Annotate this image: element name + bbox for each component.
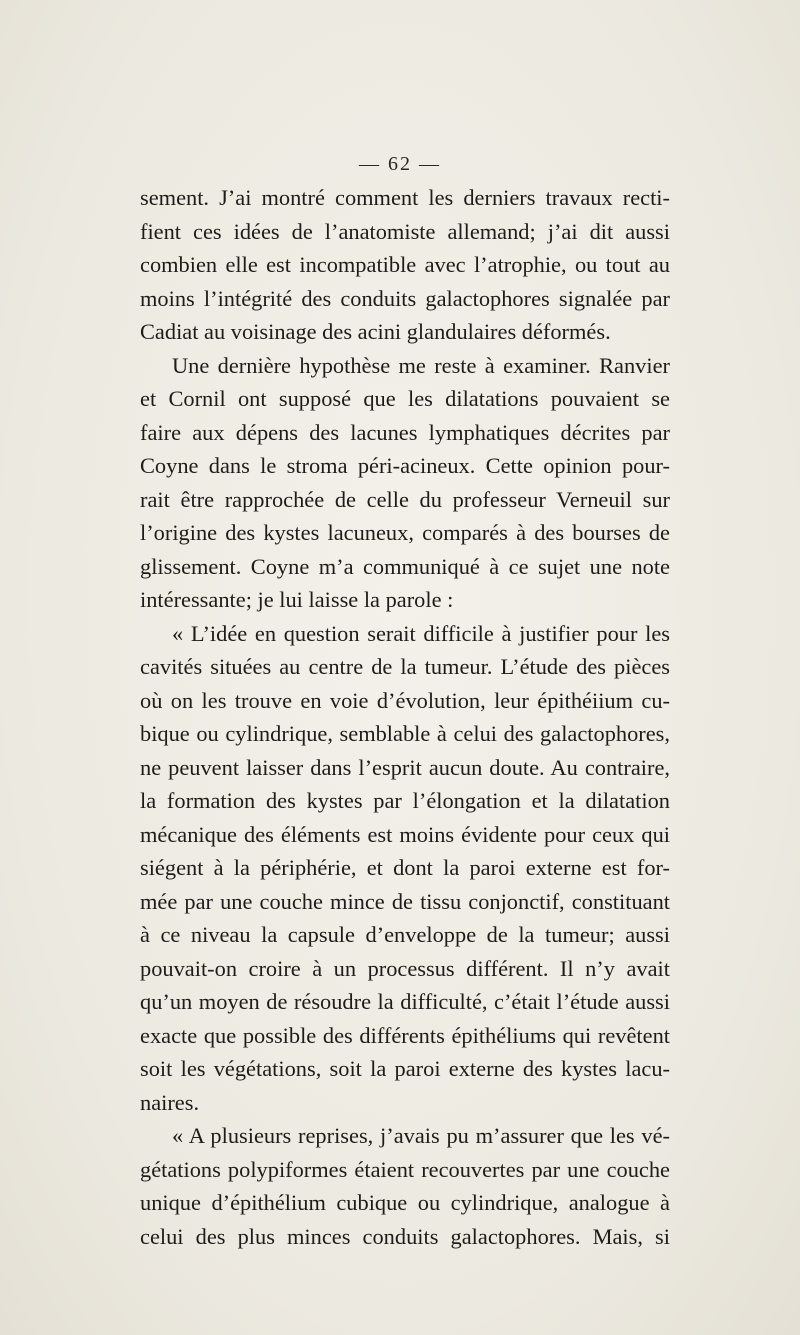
text-line: rait être rapprochée de celle du professeur Verneuil sur xyxy=(140,486,670,512)
text-line: unique d’épithélium cubique ou cylindrique, analogue à xyxy=(140,1190,670,1215)
text-line: qu’un moyen de résoudre la difficulté, c’était l’étude aussi xyxy=(140,989,670,1014)
text-line: à ce niveau la capsule d’enveloppe de la tumeur; aussi xyxy=(140,922,670,947)
text-line: mée par une couche mince de tissu conjonctif, constituant xyxy=(140,888,670,914)
text-line: l’origine des kystes lacuneux, comparés à des bourses de xyxy=(140,520,670,545)
text-line: moins l’intégrité des conduits galactophores signalée par xyxy=(140,285,670,311)
body-text xyxy=(140,181,670,1253)
text-line: soit les végétations, soit la paroi externe des kystes lacu- xyxy=(140,1056,670,1081)
text-line: la formation des kystes par l’élongation et la dilatation xyxy=(140,788,670,813)
text-line: intéressante; je lui laisse la parole : xyxy=(140,587,454,612)
text-line: cavités situées au centre de la tumeur. L’étude des pièces xyxy=(140,654,670,679)
text-line: ne peuvent laisser dans l’esprit aucun doute. Au contraire, xyxy=(140,754,670,780)
text-line: glissement. Coyne m’a communiqué à ce sujet une note xyxy=(140,553,670,579)
page-number: — 62 — xyxy=(359,153,441,175)
text-line: gétations polypiformes étaient recouvertes par une couche xyxy=(140,1156,670,1182)
text-line: Coyne dans le stroma péri-acineux. Cette opinion pour- xyxy=(140,453,670,478)
text-line: Une dernière hypothèse me reste à examiner. Ranvier xyxy=(172,352,670,378)
text-line: « L’idée en question serait difficile à justifier pour les xyxy=(172,620,670,646)
text-line: naires. xyxy=(140,1089,200,1115)
text-line: fient ces idées de l’anatomiste allemand; j’ai dit aussi xyxy=(140,218,670,244)
text-line: « A plusieurs reprises, j’avais pu m’assurer que les vé- xyxy=(172,1123,670,1148)
text-line: bique ou cylindrique, semblable à celui des galactophores, xyxy=(140,721,670,746)
text-line: mécanique des éléments est moins évidente pour ceux qui xyxy=(140,821,670,847)
text-line: exacte que possible des différents épithéliums qui revêtent xyxy=(140,1022,670,1048)
text-line: faire aux dépens des lacunes lymphatiques décrites par xyxy=(140,419,670,445)
text-line: celui des plus minces conduits galactophores. Mais, si xyxy=(140,1223,670,1249)
text-line: sement. J’ai montré comment les derniers travaux recti- xyxy=(140,185,670,210)
text-line: où on les trouve en voie d’évolution, leur épithéiium cu- xyxy=(140,687,670,713)
text-line: pouvait-on croire à un processus différent. Il n’y avait xyxy=(140,955,670,981)
text-line: siégent à la périphérie, et dont la paroi externe est for- xyxy=(140,855,670,880)
text-line: Cadiat au voisinage des acini glandulaires déformés. xyxy=(140,319,611,344)
text-line: et Cornil ont supposé que les dilatations pouvaient se xyxy=(140,386,670,411)
text-line: combien elle est incompatible avec l’atrophie, ou tout au xyxy=(140,252,670,277)
